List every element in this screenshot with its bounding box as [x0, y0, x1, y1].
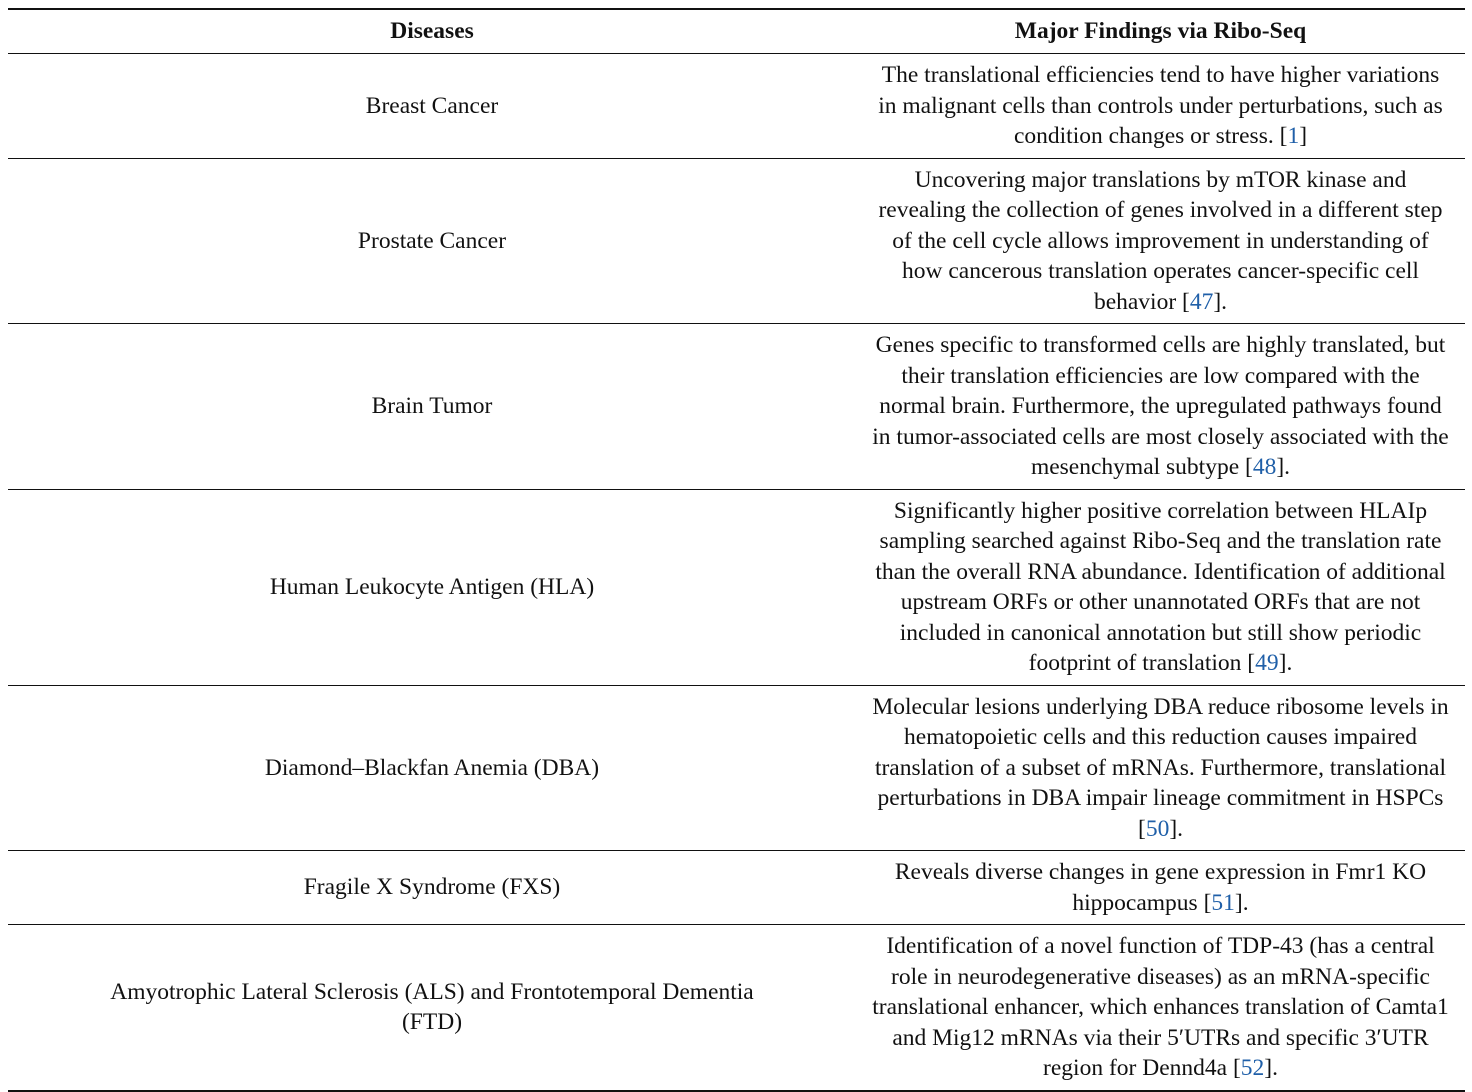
- finding-text: Identification of a novel function of TDP-43 (has a central role in neurodegenerative diseases) as an mRNA-specific translational enhancer, which enhances translation of Camta1 and Mig12 mRNAs via their 5′UTRs and specific 3′UTR region for Dennd4a: [872, 933, 1449, 1081]
- disease-cell: [8, 925, 856, 1091]
- finding-tail: ].: [1213, 288, 1228, 315]
- finding-text: Significantly higher positive correlation between HLAIp sampling searched against Ribo-Seq and the translation rate than the overall RNA abundance. Identification of additional upstream ORFs or other unannotated ORFs that are not included in canonical annotation but still show periodic footprint of translation: [875, 497, 1446, 676]
- bracket-open: [: [1245, 454, 1253, 480]
- finding-cell: [856, 851, 1465, 925]
- citation-link[interactable]: 48: [1252, 454, 1277, 480]
- citation-link[interactable]: 1: [1287, 123, 1300, 149]
- disease-name: Brain Tumor: [371, 393, 493, 419]
- disease-cell: [8, 158, 856, 324]
- header-diseases: Diseases: [390, 18, 474, 45]
- disease-name: Human Leukocyte Antigen (HLA): [269, 573, 595, 600]
- finding-cell: [856, 324, 1465, 490]
- disease-cell: [8, 324, 856, 490]
- table-row: [8, 489, 1465, 685]
- finding-cell: [856, 54, 1465, 159]
- disease-cell: [8, 851, 856, 925]
- finding-tail: ].: [1276, 454, 1291, 480]
- table-row: [8, 925, 1465, 1091]
- ribo-seq-findings-table: [8, 8, 1465, 1092]
- table-row: [8, 158, 1465, 324]
- citation-link[interactable]: 50: [1145, 815, 1170, 842]
- bracket-open: [: [1137, 815, 1146, 842]
- finding-cell: [856, 489, 1465, 685]
- finding-tail: ].: [1278, 650, 1293, 676]
- table-row: [8, 324, 1465, 490]
- table-row: [8, 54, 1465, 159]
- finding-tail: ].: [1264, 1055, 1278, 1081]
- table-header-row: [8, 9, 1465, 54]
- finding-cell: [856, 158, 1465, 324]
- disease-name: Diamond–Blackfan Anemia (DBA): [264, 754, 600, 781]
- disease-cell: [8, 489, 856, 685]
- findings-table-container: [8, 8, 1465, 1092]
- citation-link[interactable]: 52: [1240, 1055, 1265, 1081]
- citation-link[interactable]: 51: [1211, 889, 1235, 916]
- finding-text: The translational efficiencies tend to have higher variations in malignant cells than controls under perturbations, such as condition changes or stress.: [878, 62, 1443, 149]
- citation-link[interactable]: 47: [1189, 288, 1214, 315]
- citation-link[interactable]: 49: [1255, 650, 1279, 676]
- finding-tail: ].: [1234, 889, 1249, 916]
- finding-text: Genes specific to transformed cells are highly translated, but their translation efficiencies are low compared with the normal brain. Furthermore, the upregulated pathways found in tumor-associated cells are most closely associated with the mesenchymal subtype: [872, 332, 1449, 480]
- bracket-open: [: [1232, 1055, 1241, 1081]
- bracket-open: [: [1247, 650, 1256, 676]
- bracket-open: [: [1182, 288, 1190, 315]
- bracket-open: [: [1279, 123, 1288, 149]
- disease-name: Amyotrophic Lateral Sclerosis (ALS) and Frontotemporal Dementia (FTD): [110, 978, 754, 1036]
- disease-name: Fragile X Syndrome (FXS): [303, 874, 561, 901]
- finding-cell: [856, 685, 1465, 851]
- bracket-open: [: [1203, 889, 1212, 916]
- finding-cell: [856, 925, 1465, 1091]
- disease-name: Prostate Cancer: [357, 227, 507, 254]
- finding-text: Reveals diverse changes in gene expression in Fmr1 KO hippocampus: [894, 859, 1427, 916]
- finding-tail: ].: [1169, 815, 1184, 842]
- finding-text: Uncovering major translations by mTOR kinase and revealing the collection of genes involved in a different step of the cell cycle allows improvement in understanding of how cancerous translation operates cancer-specific cell behavior: [878, 166, 1443, 315]
- table-row: [8, 851, 1465, 925]
- disease-name: Breast Cancer: [365, 92, 499, 119]
- finding-tail: ]: [1299, 123, 1308, 149]
- disease-cell: [8, 54, 856, 159]
- header-major-findings: Major Findings via Ribo-Seq: [1014, 18, 1307, 45]
- finding-text: Molecular lesions underlying DBA reduce ribosome levels in hematopoietic cells and this reduction causes impaired translation of a subset of mRNAs. Furthermore, translational perturbations in DBA impair lineage commitment in HSPCs: [872, 693, 1449, 811]
- disease-cell: [8, 685, 856, 851]
- table-row: [8, 685, 1465, 851]
